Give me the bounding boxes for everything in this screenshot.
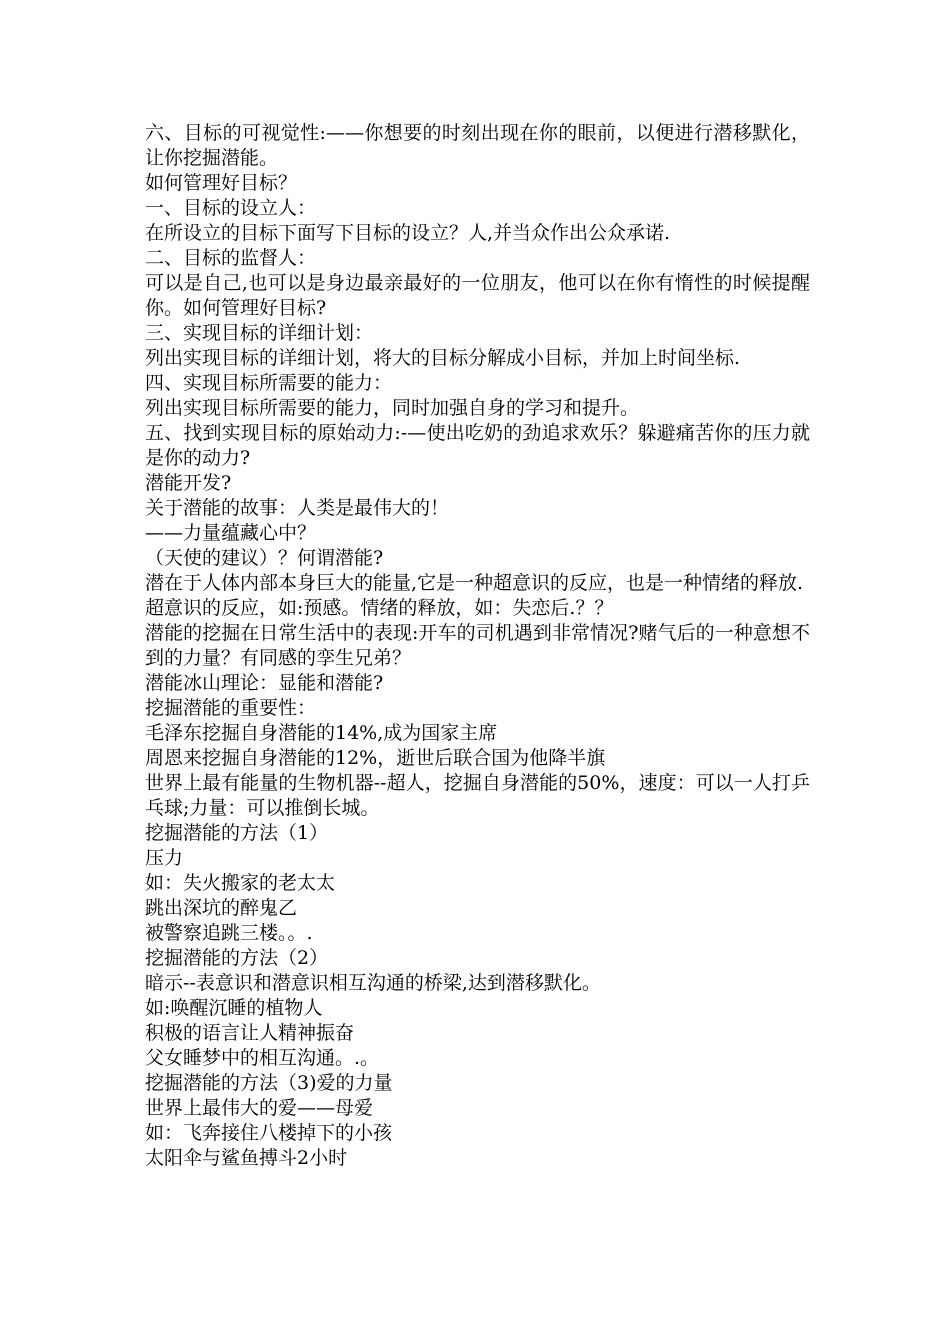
section-heading: 二、目标的监督人： <box>145 247 317 269</box>
paragraph: 潜能冰山理论：显能和潜能? <box>145 672 384 694</box>
paragraph: 父女睡梦中的相互沟通。.。 <box>145 1047 380 1069</box>
paragraph: 六、目标的可视觉性:——你想要的时刻出现在你的眼前，以便进行潜移默化，让你挖掘潜能。 <box>145 122 810 169</box>
section-heading: 五、找到实现目标的原始动力:-—使出吃奶的劲追求欢乐？躲避痛苦你的压力就是你的动力? <box>145 422 810 469</box>
section-heading: 三、实现目标的详细计划： <box>145 322 374 344</box>
paragraph: 如:唤醒沉睡的植物人 <box>145 997 323 1019</box>
paragraph: 潜能的挖掘在日常生活中的表现:开车的司机遇到非常情况?赌气后的一种意想不到的力量？有同感的孪生兄弟？ <box>145 622 810 669</box>
paragraph: 可以是自己,也可以是身边最亲最好的一位朋友，他可以在你有惰性的时候提醒你。如何管理好目标? <box>145 272 810 319</box>
paragraph: 如：飞奔接住八楼掉下的小孩 <box>145 1122 393 1144</box>
paragraph: 关于潜能的故事：人类是最伟大的！ <box>145 497 450 519</box>
section-heading: 四、实现目标所需要的能力： <box>145 372 393 394</box>
paragraph: 跳出深坑的醉鬼乙 <box>145 897 298 919</box>
paragraph: 潜在于人体内部本身巨大的能量,它是一种超意识的反应，也是一种情绪的释放. <box>145 572 804 594</box>
paragraph: 世界上最伟大的爱——母爱 <box>145 1097 374 1119</box>
paragraph: 列出实现目标的详细计划，将大的目标分解成小目标，并加上时间坐标. <box>145 347 741 369</box>
paragraph: 如：失火搬家的老太太 <box>145 872 336 894</box>
paragraph: 潜能开发? <box>145 472 232 494</box>
paragraph: 世界上最有能量的生物机器--超人，挖掘自身潜能的50%，速度：可以一人打乒乓球;力量：可以推倒长城。 <box>145 772 810 819</box>
paragraph: 列出实现目标所需要的能力，同时加强自身的学习和提升。 <box>145 397 640 419</box>
paragraph: 超意识的反应，如:预感。情绪的释放，如：失恋后.？？ <box>145 597 614 619</box>
section-heading: 挖掘潜能的方法（1） <box>145 822 329 844</box>
paragraph: 如何管理好目标？ <box>145 172 298 194</box>
paragraph: （天使的建议）？何谓潜能? <box>145 547 384 569</box>
document-page <box>145 121 810 1171</box>
paragraph: 被警察追跳三楼。。. <box>145 922 313 944</box>
paragraph: 周恩来挖掘自身潜能的12%，逝世后联合国为他降半旗 <box>145 747 606 769</box>
paragraph: 毛泽东挖掘自身潜能的14%,成为国家主席 <box>145 722 498 744</box>
paragraph: 压力 <box>145 847 184 869</box>
paragraph: 在所设立的目标下面写下目标的设立？人,并当众作出公众承诺. <box>145 222 671 244</box>
paragraph: 积极的语言让人精神振奋 <box>145 1022 355 1044</box>
paragraph: 暗示--表意识和潜意识相互沟通的桥梁,达到潜移默化。 <box>145 972 601 994</box>
paragraph: ——力量蕴藏心中？ <box>145 522 317 544</box>
section-heading: 挖掘潜能的方法（3)爱的力量 <box>145 1072 393 1094</box>
paragraph: 挖掘潜能的重要性： <box>145 697 317 719</box>
section-heading: 一、目标的设立人： <box>145 197 317 219</box>
paragraph: 太阳伞与鲨鱼搏斗2小时 <box>145 1147 348 1169</box>
section-heading: 挖掘潜能的方法（2） <box>145 947 329 969</box>
